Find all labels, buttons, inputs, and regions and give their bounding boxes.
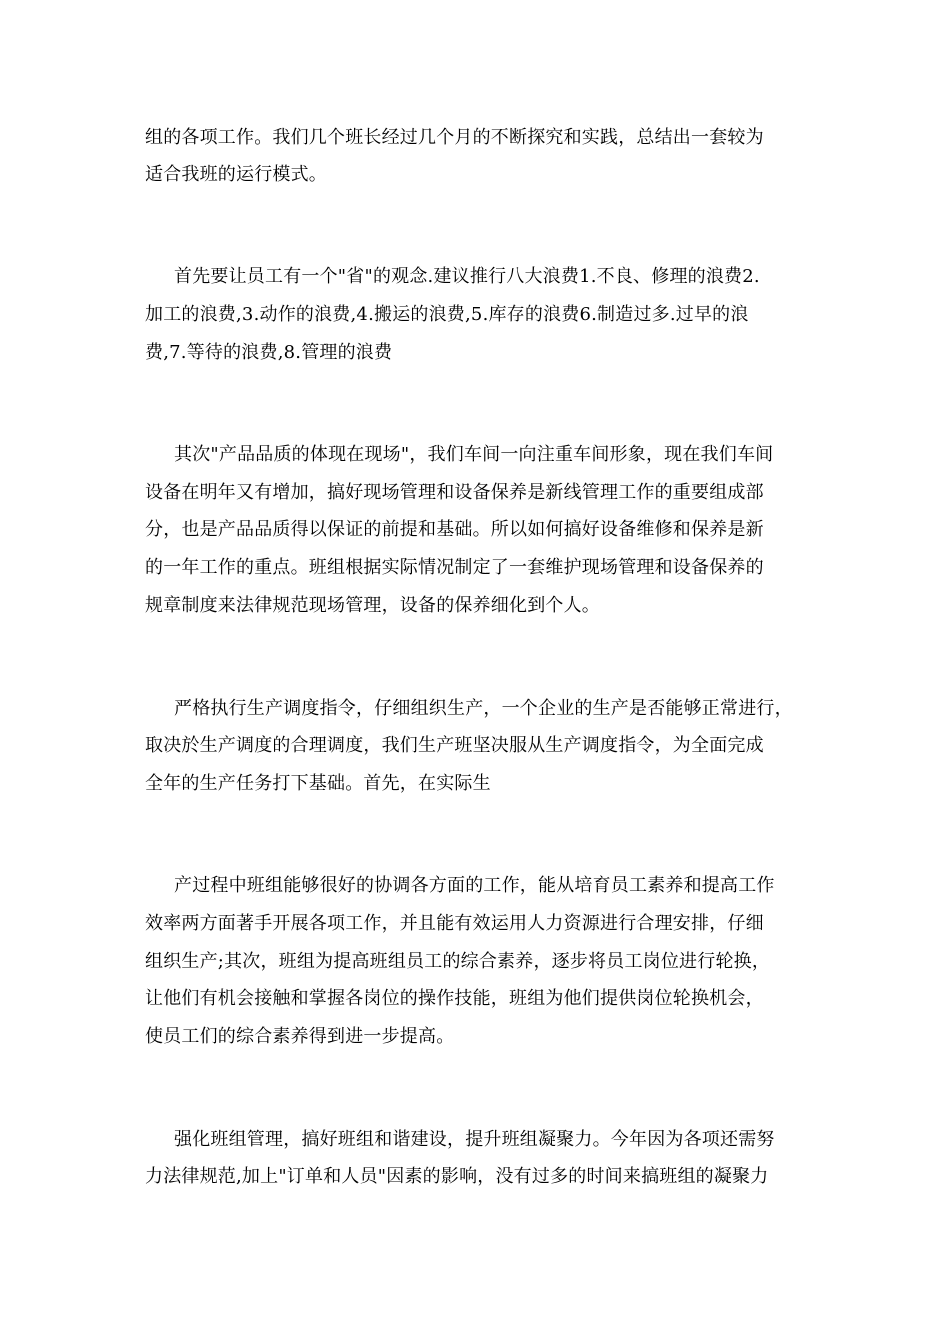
text-line: 费,7.等待的浪费,8.管理的浪费 bbox=[145, 342, 393, 363]
text-line: 取决於生产调度的合理调度，我们生产班坚决服从生产调度指令，为全面完成 bbox=[145, 735, 764, 756]
text-line: 首先要让员工有一个"省"的观念.建议推行八大浪费1.不良、修理的浪费2. bbox=[174, 266, 760, 287]
text-line: 让他们有机会接触和掌握各岗位的操作技能，班组为他们提供岗位轮换机会， bbox=[145, 988, 764, 1009]
text-line: 效率两方面著手开展各项工作，并且能有效运用人力资源进行合理安排，仔细 bbox=[145, 913, 764, 934]
text-line: 设备在明年又有增加，搞好现场管理和设备保养是新线管理工作的重要组成部 bbox=[145, 482, 764, 503]
text-line: 使员工们的综合素养得到进一步提高。 bbox=[145, 1026, 455, 1047]
text-line: 分，也是产品品质得以保证的前提和基础。所以如何搞好设备维修和保养是新 bbox=[145, 519, 764, 540]
text-line: 加工的浪费,3.动作的浪费,4.搬运的浪费,5.库存的浪费6.制造过多.过早的浪 bbox=[145, 304, 749, 325]
text-line: 适合我班的运行模式。 bbox=[145, 164, 327, 185]
text-line: 规章制度来法律规范现场管理，设备的保养细化到个人。 bbox=[145, 595, 600, 616]
text-line: 严格执行生产调度指令，仔细组织生产，一个企业的生产是否能够正常进行， bbox=[174, 698, 793, 719]
text-line: 组织生产;其次，班组为提高班组员工的综合素养，逐步将员工岗位进行轮换， bbox=[145, 951, 771, 972]
text-line: 组的各项工作。我们几个班长经过几个月的不断探究和实践，总结出一套较为 bbox=[145, 127, 764, 148]
text-line: 的一年工作的重点。班组根据实际情况制定了一套维护现场管理和设备保养的 bbox=[145, 557, 764, 578]
text-line: 全年的生产任务打下基础。首先，在实际生 bbox=[145, 773, 491, 794]
text-line: 产过程中班组能够很好的协调各方面的工作，能从培育员工素养和提高工作 bbox=[174, 875, 775, 896]
text-line: 其次"产品品质的体现在现场"，我们车间一向注重车间形象，现在我们车间 bbox=[174, 444, 774, 465]
text-line: 强化班组管理，搞好班组和谐建设，提升班组凝聚力。今年因为各项还需努 bbox=[174, 1129, 775, 1150]
text-line: 力法律规范,加上"订单和人员"因素的影响，没有过多的时间来搞班组的凝聚力 bbox=[145, 1166, 769, 1187]
